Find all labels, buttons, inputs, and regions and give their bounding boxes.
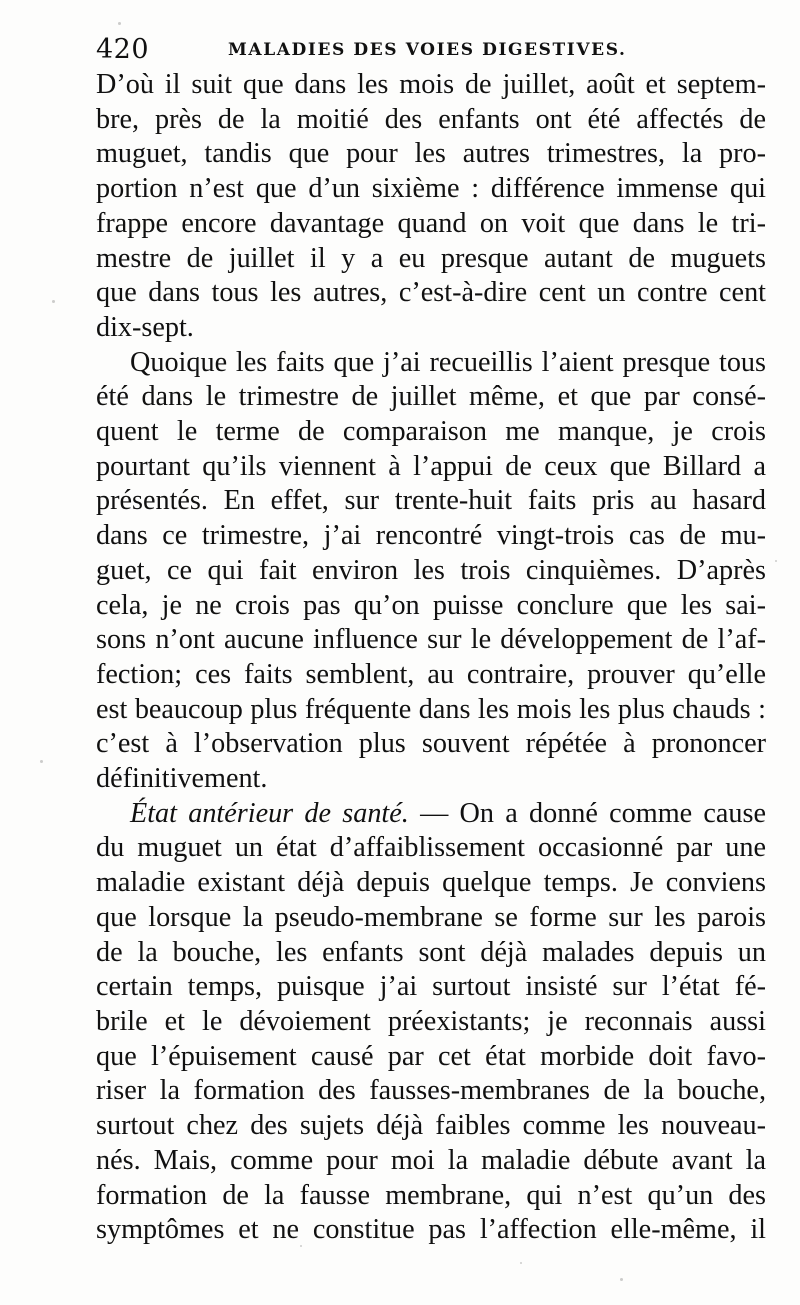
text-line: que lorsque la pseudo-membrane se forme sur les parois [96, 901, 766, 933]
heading-continuation: — On a donné comme cause [408, 797, 766, 829]
text-line: portion n’est que d’un sixième : différence immense qui [96, 173, 766, 205]
paper-speck [300, 1245, 302, 1247]
text-line: dans ce trimestre, j’ai rencontré vingt-trois cas de mu- [96, 520, 766, 552]
paper-speck [52, 300, 55, 303]
text-line: c’est à l’observation plus souvent répétée à prononcer [96, 728, 766, 760]
running-head [96, 28, 766, 68]
text-line: de la bouche, les enfants sont déjà malades depuis un [96, 936, 766, 968]
text-line: maladie existant déjà depuis quelque temps. Je conviens [96, 867, 766, 899]
text-line: cela, je ne crois pas qu’on puisse conclure que les sai- [96, 589, 766, 621]
running-title: MALADIES DES VOIES DIGESTIVES. [228, 40, 627, 60]
text-line: frappe encore davantage quand on voit que dans le tri- [96, 207, 766, 239]
text-line: bre, près de la moitié des enfants ont été affectés de [96, 103, 766, 135]
text-line: mestre de juillet il y a eu presque autant de muguets [96, 242, 766, 274]
text-line: sons n’ont aucune influence sur le développement de l’af- [96, 624, 766, 656]
paragraph-3 [96, 797, 766, 1248]
text-line: été dans le trimestre de juillet même, et que par consé- [96, 381, 766, 413]
text-line: définitivement. [96, 763, 268, 795]
body-text [96, 68, 766, 1248]
paper-speck [40, 760, 43, 763]
text-line: du muguet un état d’affaiblissement occasionné par une [96, 832, 766, 864]
paper-speck [620, 1278, 623, 1281]
text-line: présentés. En effet, sur trente-huit faits pris au hasard [96, 485, 766, 517]
text-line: dix-sept. [96, 311, 194, 343]
text-line [96, 797, 766, 832]
text-line: surtout chez des sujets déjà faibles comme les nouveau- [96, 1110, 766, 1142]
text-line: symptômes et ne constitue pas l’affection elle-même, il [96, 1214, 766, 1246]
text-line: D’où il suit que dans les mois de juillet, août et septem- [96, 69, 766, 100]
text-line: pourtant qu’ils viennent à l’appui de ceux que Billard a [96, 450, 766, 482]
paragraph-1 [96, 68, 766, 346]
text-line: que l’épuisement causé par cet état morbide doit favo- [96, 1040, 766, 1072]
text-line: brile et le dévoiement préexistants; je reconnais aussi [96, 1005, 766, 1037]
paper-speck [118, 22, 121, 25]
section-heading: État antérieur de santé. [130, 797, 409, 829]
text-line: certain temps, puisque j’ai surtout insisté sur l’état fé- [96, 971, 766, 1003]
text-line: quent le terme de comparaison me manque, je crois [96, 416, 766, 448]
text-line: que dans tous les autres, c’est-à-dire cent un contre cent [96, 277, 766, 309]
text-line: est beaucoup plus fréquente dans les mois les plus chauds : [96, 693, 766, 725]
paragraph-2 [96, 346, 766, 797]
paper-speck [742, 110, 744, 112]
text-line: nés. Mais, comme pour moi la maladie débute avant la [96, 1144, 766, 1176]
text-line: guet, ce qui fait environ les trois cinquièmes. D’après [96, 554, 766, 586]
text-line: fection; ces faits semblent, au contraire, prouver qu’elle [96, 658, 766, 690]
text-line: formation de la fausse membrane, qui n’est qu’un des [96, 1179, 766, 1211]
paper-speck [775, 560, 777, 562]
paper-speck [520, 1262, 522, 1264]
page-number: 420 [96, 34, 150, 65]
text-line: muguet, tandis que pour les autres trimestres, la pro- [96, 138, 766, 170]
text-line: Quoique les faits que j’ai recueillis l’aient presque tous [130, 346, 766, 378]
text-line: riser la formation des fausses-membranes de la bouche, [96, 1075, 766, 1107]
